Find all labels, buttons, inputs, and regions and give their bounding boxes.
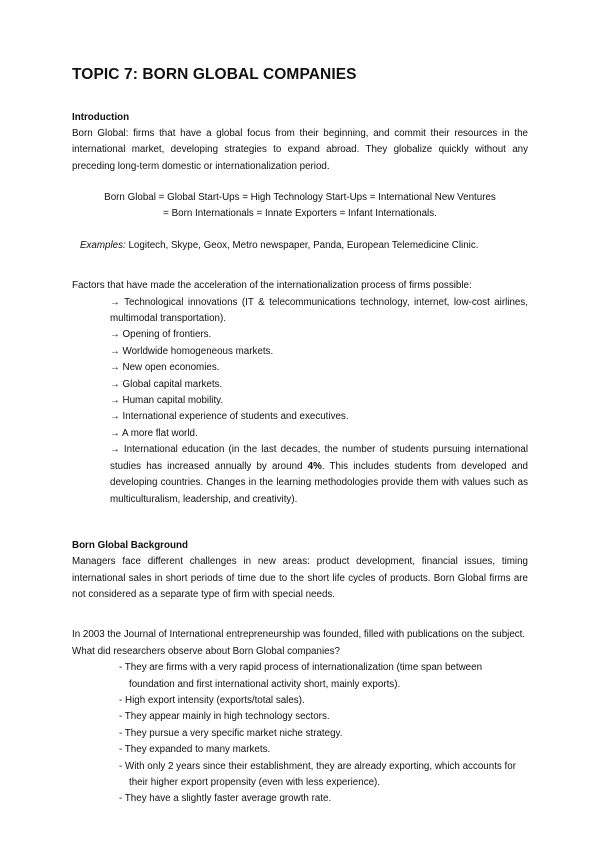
arrow-bullet-icon: → [110, 427, 120, 439]
observation-list-item [119, 726, 528, 742]
arrow-bullet-icon: → [110, 395, 120, 407]
observation-list-item [119, 759, 528, 792]
observation-list-item-label: With only 2 years since their establishment, they are already exporting, which accounts for their higher export propensity (even with less experience). [122, 760, 516, 788]
observation-list-item-label: They pursue a very specific market niche strategy. [122, 727, 343, 739]
arrow-bullet-icon: → [110, 444, 120, 456]
arrow-bullet-icon: → [110, 345, 120, 357]
factor-list-item-label: International experience of students and executives. [119, 411, 349, 423]
section-heading-introduction: Introduction [72, 111, 130, 123]
observation-list-item [119, 693, 528, 709]
factor-list-item [110, 360, 528, 376]
background-paragraph-1: Managers face different challenges in new areas: product development, financial issues, timing international sales in short periods of time due to the short life cycles of products. Born Global firms are not considered as a separate type of firm with special needs. [72, 556, 528, 600]
factor-list-item [110, 426, 528, 442]
arrow-bullet-icon: → [110, 296, 120, 308]
factor-list-item [110, 377, 528, 393]
spacer [72, 223, 528, 238]
observation-list-item [119, 709, 528, 725]
factor-list-item-label: A more flat world. [119, 427, 198, 439]
document-content [72, 66, 528, 808]
factor-list-item-label: New open economies. [119, 362, 220, 374]
factors-list [72, 295, 528, 508]
factor-list-item [110, 393, 528, 409]
factor-list-item [110, 344, 528, 360]
dash-bullet-icon: - [119, 793, 123, 805]
observations-list [72, 660, 528, 808]
equation-line-2: = Born Internationals = Innate Exporters = Infant Internationals. [163, 208, 437, 220]
dash-bullet-icon: - [119, 727, 123, 739]
observation-list-item-label: They are firms with a very rapid process of internationalization (time span between foundation and first international activity short, mainly exports). [122, 662, 483, 690]
education-text-part-1: International education (in the last decades, the number of students pursuing international studies has increased annually by around [110, 444, 528, 472]
examples-text: Logitech, Skype, Geox, Metro newspaper, Panda, European Telemedicine Clinic. [125, 239, 479, 251]
observation-list-item-label: They have a slightly faster average growth rate. [122, 793, 332, 805]
dash-bullet-icon: - [119, 662, 123, 674]
page-title: TOPIC 7: BORN GLOBAL COMPANIES [72, 66, 357, 83]
education-emphasis-value: 4% [307, 460, 322, 472]
dash-bullet-icon: - [119, 760, 123, 772]
factors-intro: Factors that have made the acceleration of the internationalization process of firms possible: [72, 280, 472, 292]
factor-list-item-label: Global capital markets. [119, 378, 223, 390]
factor-list-item-education [110, 442, 528, 508]
factor-list-item-label: Technological innovations (IT & telecommunications technology, internet, low-cost airlines, multimodal transportation). [110, 296, 528, 325]
dash-bullet-icon: - [119, 694, 123, 706]
observation-list-item [119, 791, 528, 807]
spacer [72, 508, 528, 539]
dash-bullet-icon: - [119, 711, 123, 723]
examples-line [72, 238, 528, 254]
equation-line-1: Born Global = Global Start-Ups = High Technology Start-Ups = International New Ventures [104, 192, 496, 204]
factor-list-item [110, 295, 528, 328]
observation-list-item-label: They expanded to many markets. [122, 744, 271, 756]
examples-label: Examples: [80, 239, 126, 251]
section-heading-background: Born Global Background [72, 539, 188, 551]
spacer [72, 254, 528, 278]
factor-list-item [110, 327, 528, 343]
observation-list-item-label: High export intensity (exports/total sales). [122, 694, 305, 706]
arrow-bullet-icon: → [110, 411, 120, 423]
observation-list-item [119, 660, 528, 693]
arrow-bullet-icon: → [110, 378, 120, 390]
introduction-paragraph: Born Global: firms that have a global focus from their beginning, and commit their resources in the international market, developing strategies to expand abroad. They globalize quickly without any preceding long-term domestic or internationalization period. [72, 127, 528, 172]
spacer [72, 175, 528, 190]
factor-list-item [110, 409, 528, 425]
background-paragraph-2: In 2003 the Journal of International entrepreneurship was founded, filled with publications on the subject. What did researchers observe about Born Global companies? [72, 629, 526, 657]
factor-list-item-label: Human capital mobility. [119, 395, 224, 407]
factor-list-item-label: Worldwide homogeneous markets. [119, 345, 274, 357]
observation-list-item-label: They appear mainly in high technology sectors. [122, 711, 330, 723]
arrow-bullet-icon: → [110, 362, 120, 374]
spacer [72, 603, 528, 627]
arrow-bullet-icon: → [110, 329, 120, 341]
dash-bullet-icon: - [119, 744, 123, 756]
observation-list-item [119, 742, 528, 758]
education-text-part-2: . This includes students from developed and developing countries. Changes in the learning methodologies provide them with values such as multiculturalism, leadership, and creativity). [110, 460, 528, 505]
factor-list-item-label: Opening of frontiers. [119, 329, 212, 341]
